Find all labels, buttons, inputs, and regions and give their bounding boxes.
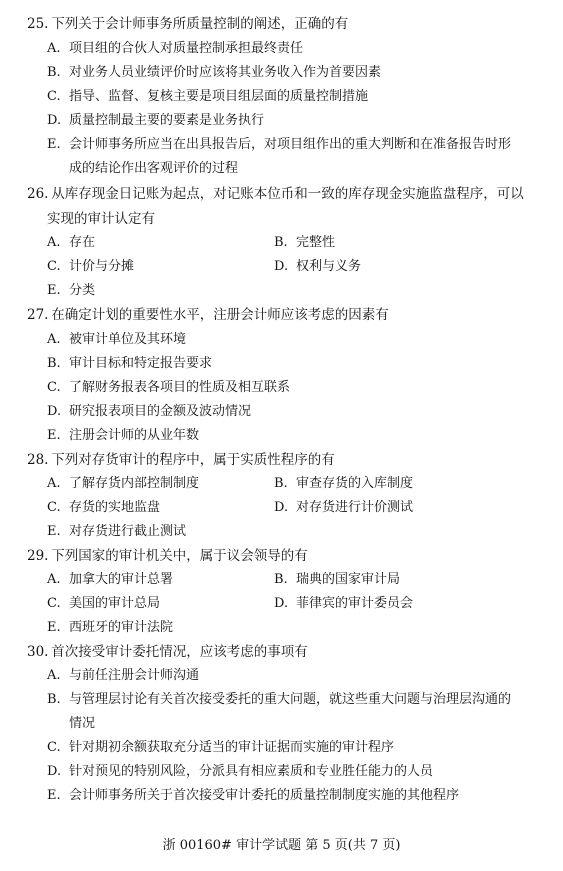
option-26-a: A. 存在: [47, 235, 96, 250]
question-stem: 从库存现金日记账为起点，对记账本位币和一致的库存现金实施监盘程序，可以: [51, 186, 524, 202]
option-26-e: E. 分类: [47, 283, 96, 298]
option-27-c: C. 了解财务报表各项目的性质及相互联系: [47, 380, 291, 395]
question-stem: 下列关于会计师事务所质量控制的阐述，正确的有: [51, 16, 349, 32]
option-28-d: D. 对存货进行计价测试: [274, 500, 414, 515]
option-29-e: E. 西班牙的审计法院: [47, 620, 174, 635]
option-25-d: D. 质量控制最主要的要素是业务执行: [47, 113, 265, 128]
option-27-b: B. 审计目标和特定报告要求: [47, 356, 213, 371]
option-28-b: B. 审查存货的入库制度: [274, 476, 414, 491]
option-26-b: B. 完整性: [274, 235, 336, 250]
option-30-c: C. 针对期初余额获取充分适当的审计证据而实施的审计程序: [47, 740, 395, 755]
question-stem: 在确定计划的重要性水平，注册会计师应该考虑的因素有: [51, 307, 389, 323]
option-30-b: B. 与管理层讨论有关首次接受委托的重大问题，就这些重大问题与治理层沟通的: [47, 692, 512, 707]
question-30: 30. 首次接受审计委托情况，应该考虑的事项有: [27, 644, 308, 660]
page-footer: 浙 00160# 审计学试题 第 5 页(共 7 页): [162, 838, 401, 853]
option-28-a: A. 了解存货内部控制制度: [47, 476, 200, 491]
question-stem: 下列对存货审计的程序中，属于实质性程序的有: [51, 452, 335, 468]
option-27-e: E. 注册会计师的从业年数: [47, 428, 200, 443]
question-stem: 下列国家的审计机关中，属于议会领导的有: [51, 548, 308, 564]
option-30-b-continuation: 情况: [69, 716, 96, 731]
option-30-e: E. 会计师事务所关于首次接受审计委托的质量控制制度实施的其他程序: [47, 788, 460, 803]
option-29-d: D. 菲律宾的审计委员会: [274, 596, 414, 611]
question-25: 25. 下列关于会计师事务所质量控制的阐述，正确的有: [27, 16, 349, 32]
option-29-a: A. 加拿大的审计总署: [47, 572, 174, 587]
option-29-b: B. 瑞典的国家审计局: [274, 572, 401, 587]
option-27-a: A. 被审计单位及其环境: [47, 332, 187, 347]
question-27: 27. 在确定计划的重要性水平，注册会计师应该考虑的因素有: [27, 307, 389, 323]
option-25-c: C. 指导、监督、复核主要是项目组层面的质量控制措施: [47, 89, 369, 104]
question-29: 29. 下列国家的审计机关中，属于议会领导的有: [27, 548, 308, 564]
option-25-e: E. 会计师事务所应当在出具报告后，对项目组作出的重大判断和在准备报告时形: [47, 137, 512, 152]
option-28-c: C. 存货的实地监盘: [47, 500, 161, 515]
option-28-e: E. 对存货进行截止测试: [47, 524, 187, 539]
option-30-a: A. 与前任注册会计师沟通: [47, 668, 200, 683]
option-25-b: B. 对业务人员业绩评价时应该将其业务收入作为首要因素: [47, 65, 382, 80]
option-27-d: D. 研究报表项目的金额及波动情况: [47, 404, 252, 419]
option-26-c: C. 计价与分摊: [47, 259, 135, 274]
option-30-d: D. 针对预见的特别风险，分派具有相应素质和专业胜任能力的人员: [47, 764, 434, 779]
question-28: 28. 下列对存货审计的程序中，属于实质性程序的有: [27, 452, 335, 468]
question-26-stem-continuation: 实现的审计认定有: [47, 211, 155, 227]
question-stem: 首次接受审计委托情况，应该考虑的事项有: [51, 644, 308, 660]
question-26: 26. 从库存现金日记账为起点，对记账本位币和一致的库存现金实施监盘程序，可以: [27, 186, 524, 202]
option-29-c: C. 美国的审计总局: [47, 596, 161, 611]
option-25-e-continuation: 成的结论作出客观评价的过程: [69, 161, 239, 176]
option-26-d: D. 权利与义务: [274, 259, 362, 274]
option-25-a: A. 项目组的合伙人对质量控制承担最终责任: [47, 41, 304, 56]
